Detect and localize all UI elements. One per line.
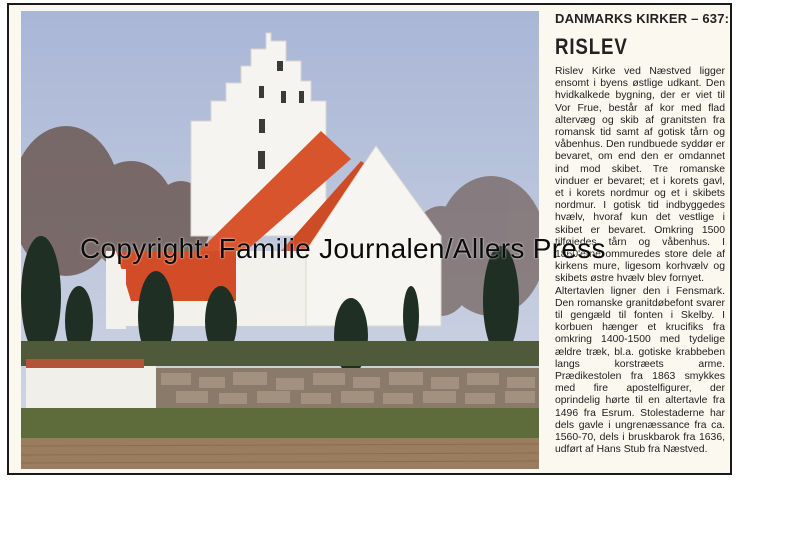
copyright-watermark: Copyright: Familie Journalen/Allers Press — [80, 233, 606, 264]
series-heading: DANMARKS KIRKER – 637: — [555, 11, 730, 26]
church-description: Rislev Kirke ved Næstved ligger ensomt i byens østlige udkant. Den hvidkalkede bygning, der er viet til Vor Frue, består af kor med flad altervæg og skib af granitsten fra romansk tid samt af gotisk tårn og våbenhus. Den rundbuede syddør er bevaret, om end den er omdannet ind mod skibet. Tre romanske vinduer er bevaret; et i korets gavl, et i korets nordmur og et i skibets nordmur. I gotisk tid indbyggedes hvælv, hvoraf kun det vestlige i skibet er bevaret. Omkring 1500 tilføjedes tårn og våbenhus. I 1860'erne ommuredes store dele af kirkens mure, ligesom korhvælv og skibets østre hvælv blev fornyet. Altertavlen ligner den i Fensmark. Den romanske granitdøbefont svarer til gengæld til fonten i Skelby. I korbuen hænger et krucifiks fra omkring 1400-1500 med tydelige ældre træk, bl.a. gotiske krabbeben langs korstræets arme. Prædikestolen fra 1863 smykkes med fire apostelfigurer, der oprindelig hørte til en altertavle fra 1496 fra Esrum. Stolestaderne har dels gavle i ungrenæssance fra ca. 1560-70, dels i bruskbarok fra 1636, udført af Hans Stub fra Næstved. — [555, 66, 725, 456]
church-title: RISLEV — [555, 34, 628, 59]
